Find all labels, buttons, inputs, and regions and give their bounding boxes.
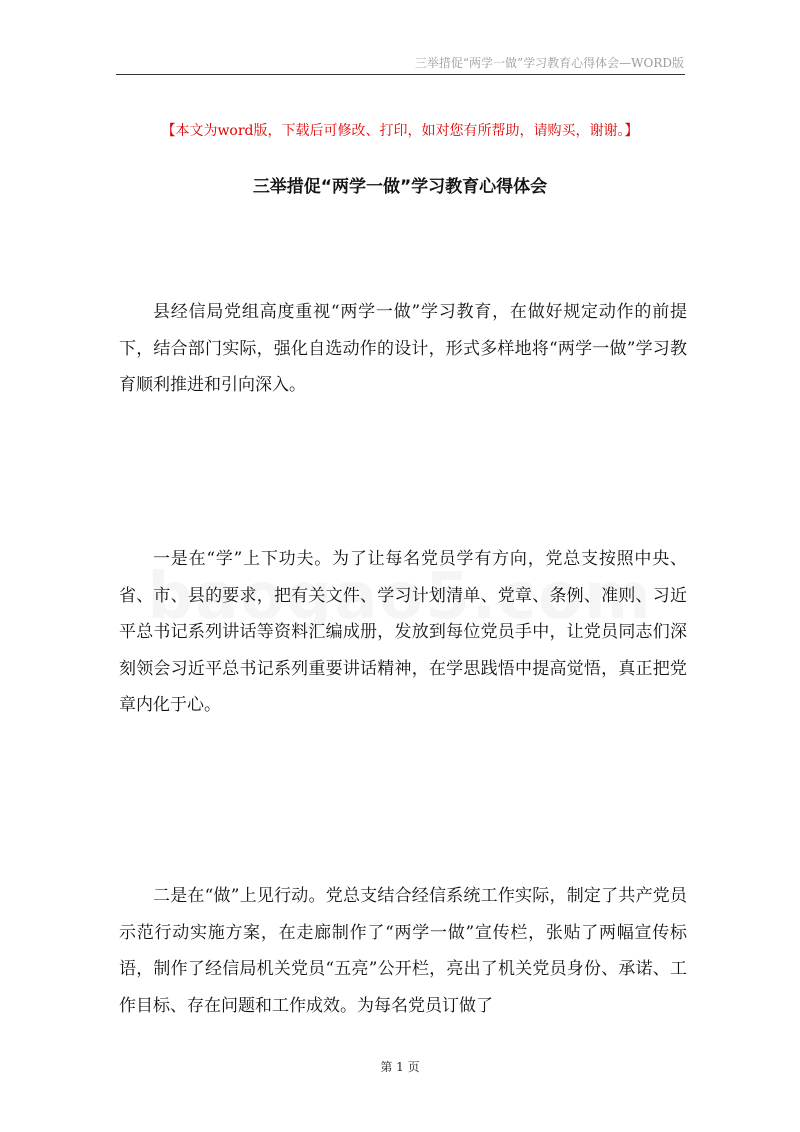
paragraph-action: 二是在“做”上见行动。党总支结合经信系统工作实际，制定了共产党员示范行动实施方案，在走廊制作了“两学一做”宣传栏，张贴了两幅宣传标语，制作了经信局机关党员“五亮”公开栏，亮出了机关党员身份、承诺、工作目标、存在问题和工作成效。为每名党员订做了 — [119, 886, 687, 1016]
document-title: 三举措促“两学一做”学习教育心得体会 — [252, 177, 548, 197]
paragraph-study: 一是在“学”上下功夫。为了让每名党员学有方向，党总支按照中央、省、市、县的要求，把有关文件、学习计划清单、党章、条例、准则、习近平总书记系列讲话等资料汇编成册，发放到每位党员手中，让党员同志们深刻领会习近平总书记系列重要讲话精神，在学思践悟中提高觉悟，真正把党章内化于心。 — [119, 549, 687, 715]
header-divider — [116, 74, 685, 75]
paragraph-intro: 县经信局党组高度重视“两学一做”学习教育，在做好规定动作的前提下，结合部门实际，强化自选动作的设计，形式多样地将“两学一做”学习教育顺利推进和引向深入。 — [119, 302, 687, 395]
page-number: 第 1 页 — [380, 1060, 420, 1074]
running-header: 三举措促“两学一做”学习教育心得体会—WORD版 — [414, 56, 684, 70]
purchase-notice: 【本文为word版，下载后可修改、打印，如对您有所帮助，请购买，谢谢。】 — [161, 123, 639, 139]
